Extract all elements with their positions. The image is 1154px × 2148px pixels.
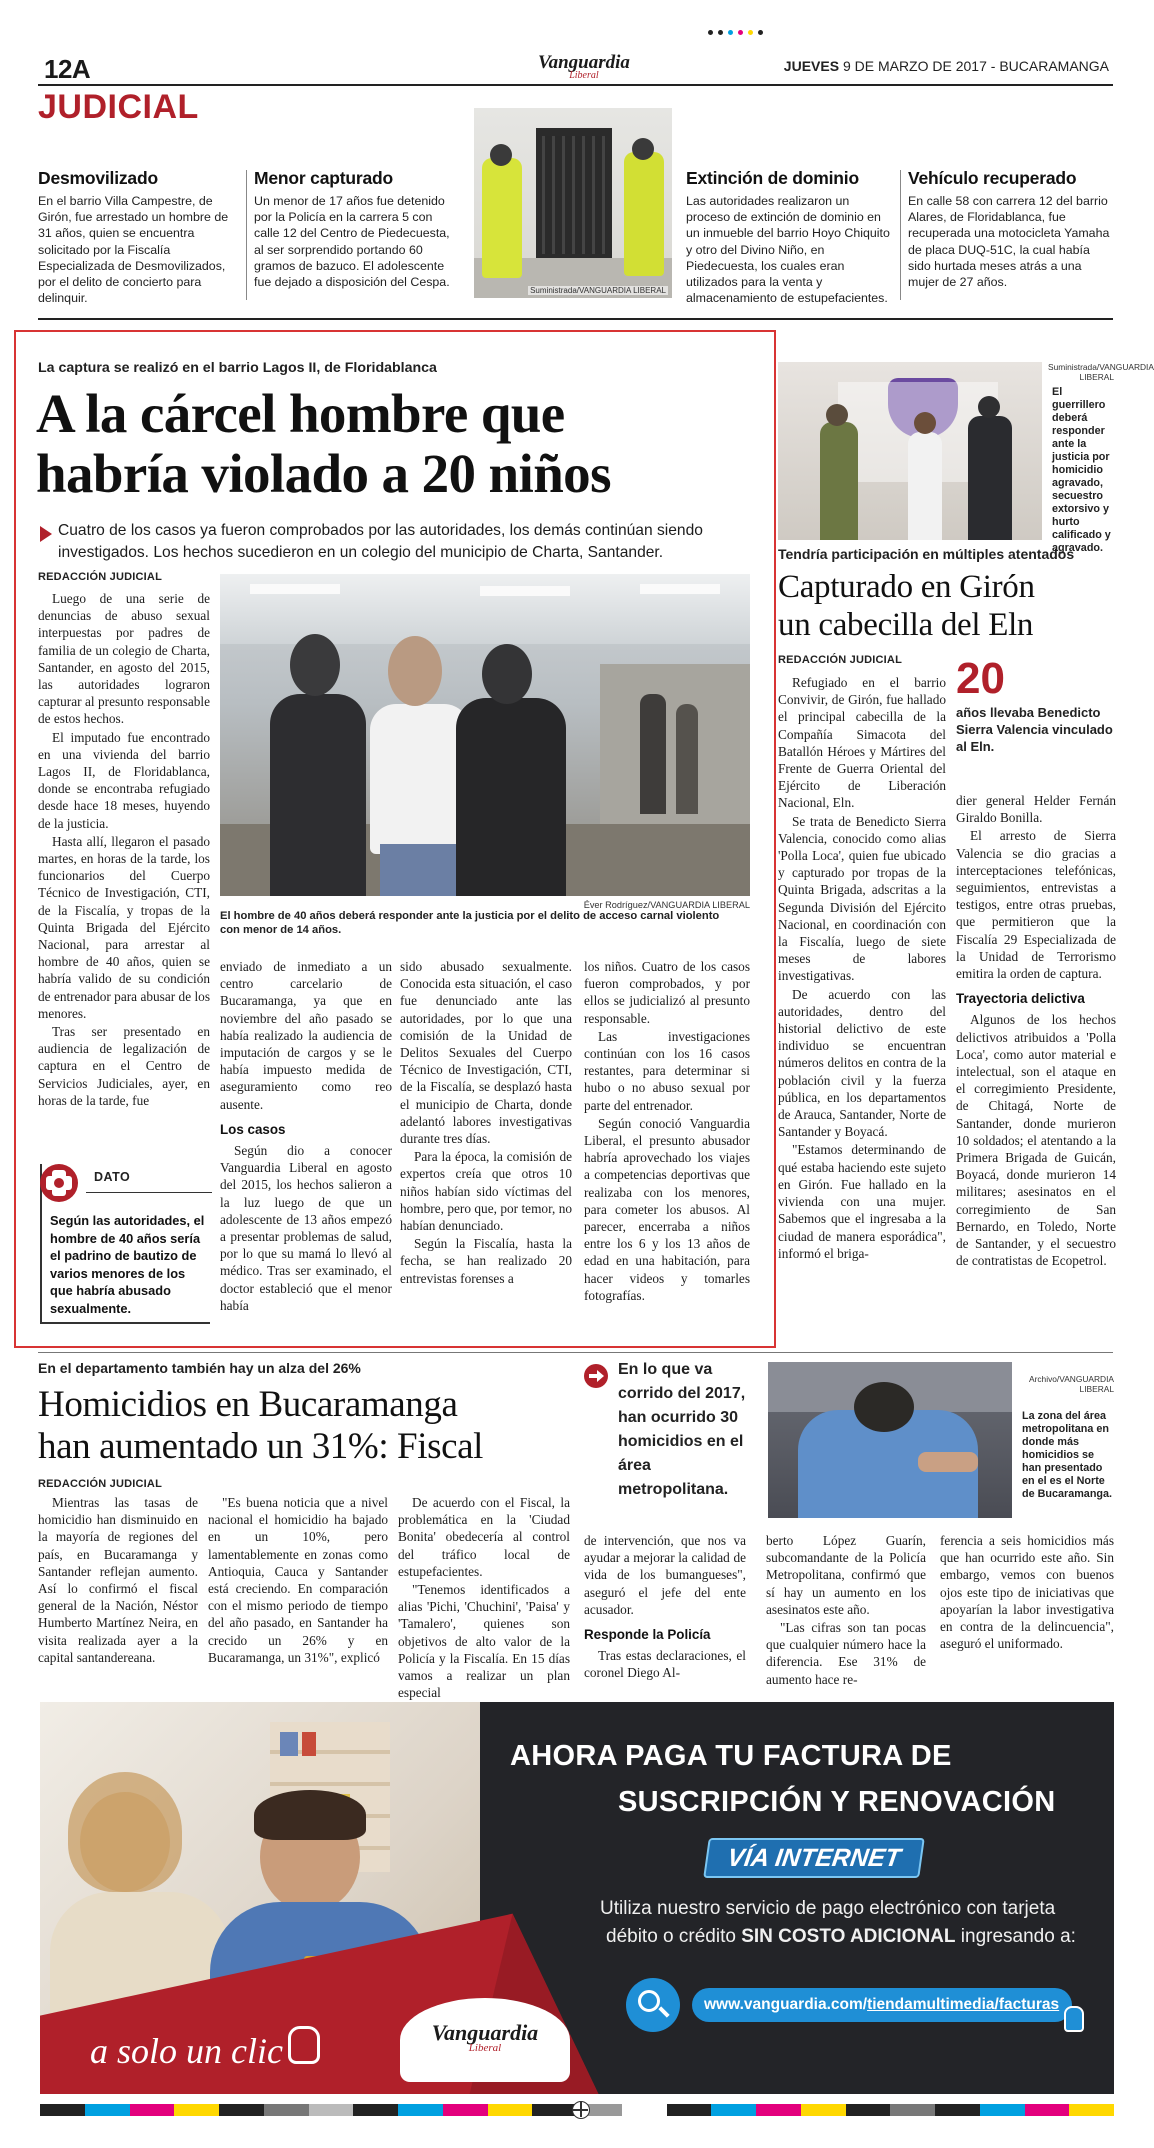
main-headline: A la cárcel hombre que habría violado a 20 niños xyxy=(36,383,611,504)
dato-icon xyxy=(40,1164,78,1202)
eln-kicker: Tendría participación en múltiples atentados xyxy=(778,546,1075,562)
brief-vehiculo-recuperado: Vehículo recuperado En calle 58 con carrera 12 del barrio Alares, de Floridablanca, fue recuperada una motocicleta Yamaha de placa DUQ-51C, la cual había sido hurtada meses atrás a una mujer de 27 años. xyxy=(908,168,1110,290)
homicidios-highlight: En lo que va corrido del 2017, han ocurrido 30 homicidios en el área metropolitana. xyxy=(618,1361,746,1498)
brief-photo xyxy=(474,108,672,298)
ad-line-2: SUSCRIPCIÓN Y RENOVACIÓN xyxy=(618,1786,1056,1818)
dato-label: DATO xyxy=(94,1170,131,1184)
homicidios-column-6: ferencia a seis homicidios más que han ocurrido este año. Sin embargo, vemos con buenos ojos este tipo de iniciativas que apoyarían la labor investigativa en contra de la delincuencia", aseguró el uniformado. xyxy=(940,1533,1114,1652)
homicidios-photo xyxy=(768,1362,1012,1518)
eln-byline: REDACCIÓN JUDICIAL xyxy=(778,654,902,666)
header-rule xyxy=(38,84,1113,86)
eln-stat xyxy=(956,656,1116,755)
homicidios-column-4: de intervención, que nos va ayudar a mejorar la calidad de vida de los bumangueses", aseguró el jefe del ente acusador. Responde la Policía Tras estas declaraciones, el coronel Diego Al- xyxy=(584,1533,746,1681)
main-photo-credit: Éver Rodríguez/VANGUARDIA LIBERAL xyxy=(583,900,750,910)
main-kicker: La captura se realizó en el barrio Lagos II, de Floridablanca xyxy=(38,360,437,376)
eln-photo-credit: Suministrada/VANGUARDIA LIBERAL xyxy=(1048,362,1154,382)
homicidios-photo-caption: La zona del área metropolitana en donde más homicidios se han presentado en el es el Norte de Bucaramanga. xyxy=(1022,1410,1113,1500)
brief-photo-credit: Suministrada/VANGUARDIA LIBERAL xyxy=(530,286,666,295)
main-summary: Cuatro de los casos ya fueron comprobados por las autoridades, los demás continúan siendo investigados. Los hechos sucedieron en un colegio del municipio de Charta, Santander. xyxy=(58,522,703,561)
page-header xyxy=(38,52,1113,86)
highlight-arrow-icon xyxy=(584,1364,608,1388)
main-photo-caption: El hombre de 40 años deberá responder ante la justicia por el delito de acceso carnal violento con menor de 14 años. xyxy=(220,910,720,936)
ad-body-2: débito o crédito SIN COSTO ADICIONAL ingresando a: xyxy=(606,1926,1076,1947)
top-registration-dots xyxy=(708,30,768,36)
ad-url-link[interactable]: www.vanguardia.com/tiendamultimedia/facturas xyxy=(692,1988,1072,2022)
eln-stat-text: años llevaba Benedicto Sierra Valencia vinculado al Eln. xyxy=(956,705,1113,754)
eln-column-2: dier general Helder Fernán Giraldo Bonilla. El arresto de Sierra Valencia se dio gracias a interceptaciones telefónicas, seguimientos, entrevistas a testigos, entre otras pruebas, que permitieron que la Fiscalía 29 Especializada de la Unidad de Terrorismo emitira la orden de captura. Trayectoria delictiva Algunos de los hechos delictivos atribuidos a 'Polla Loca', como autor material e intelectual, son el ataque en el corregimiento Presidente, de Chitagá, Norte de Santander, donde murieron 10 soldados; el atentando a la Primera Brigada de Guicán, Boyacá, donde murieron 14 militares; asesinatos en el corregimiento de San Bernardo, en Toledo, Norte de Santander, y el secuestro de contratistas de Ecopetrol. xyxy=(956,793,1116,1269)
homicidios-photo-credit: Archivo/VANGUARDIA LIBERAL xyxy=(1028,1374,1114,1394)
masthead-logo: Vanguardia Liberal xyxy=(538,52,630,81)
main-byline: REDACCIÓN JUDICIAL xyxy=(38,571,162,583)
eln-photo-caption: El guerrillero deberá responder ante la justicia por homicidio agravado, secuestro extorsivo y hurto calificado y agravado. xyxy=(1052,386,1111,554)
ad-body-1: Utiliza nuestro servicio de pago electrónico con tarjeta xyxy=(600,1898,1056,1919)
pointer-icon xyxy=(288,2026,320,2064)
casos-subhead: Los casos xyxy=(220,1121,286,1137)
dato-text: Según las autoridades, el hombre de 40 años sería el padrino de bautizo de varios menores de los que habría abusado sexualmente. xyxy=(50,1213,205,1316)
registration-mark-icon xyxy=(572,2101,590,2119)
mid-rule xyxy=(38,1352,1113,1353)
homicidios-kicker: En el departamento también hay un alza del 26% xyxy=(38,1360,361,1376)
homicidios-headline: Homicidios en Bucaramanga han aumentado un 31%: Fiscal xyxy=(38,1384,484,1467)
homicidios-column-2: "Es buena noticia que a nivel nacional el homicidio ha bajado en un 10%, pero lamentablemente en zonas como Antioquia, Cauca y Santander está creciendo. En comparación con el mismo periodo de tiempo del año pasado, en Santander ha crecido un 26% y en Bucaramanga, un 31%", explicó xyxy=(208,1495,388,1665)
main-column-4: los niños. Cuatro de los casos fueron comprobados, y por ellos se judicializó al presunto responsable. Las investigaciones continúan con los 16 casos restantes, para determinar si hubo o no abuso sexual por parte del entrenador. Según conoció Vanguardia Liberal, el presunto abusador habría aprovechado los viajes a competencias deportivas que realizaba con los menores, para cometer los abusos. Al parecer, encerraba a niños entre los 6 y los 13 años de edad en una habitación, para hacer videos y tomarles fotografías. xyxy=(584,959,750,1303)
qr-search-icon xyxy=(626,1978,680,2032)
brief-extincion-dominio: Extinción de dominio Las autoridades realizaron un proceso de extinción de dominio en un inmueble del barrio Hoyo Chiquito y otro del Divino Niño, en Piedecuesta, los cuales eran utilizados para la venta y almacenamiento de estupefacientes. xyxy=(686,168,890,306)
brief-menor-capturado: Menor capturado Un menor de 17 años fue detenido por la Policía en la carrera 5 con calle 12 del Centro de Piedecuesta, al ser sorprendido portando 60 gramos de bazuco. El adolescente fue dejado a disposición del Cespa. xyxy=(254,168,450,290)
homicidios-byline: REDACCIÓN JUDICIAL xyxy=(38,1478,162,1490)
dato-box xyxy=(40,1164,210,1324)
main-column-3: sido abusado sexualmente. Conocida esta situación, el caso fue denunciado ante las autoridades, por lo que una comisión de la Unidad de Delitos Sexuales del Cuerpo Técnico de Investigación, CTI, de la Fiscalía, se desplazó hasta el municipio de Charta, donde adelantó labores investigativas durante tres días. Para la época, la comisión de expertos creía que otros 10 niños habían sido víctimas del hombre, pero que, por temor, no habían denunciado. Según la Fiscalía, hasta la fecha, se han realizado 20 entrevistas forenses a xyxy=(400,959,572,1286)
summary-marker xyxy=(40,526,52,542)
ad-line-1: AHORA PAGA TU FACTURA DE xyxy=(510,1740,952,1772)
brief-desmovilizado: Desmovilizado En el barrio Villa Campestre, de Girón, fue arrestado un hombre de 31 años, quien se encuentra solicitado por la Fiscalía Especializada de Desmovilizados, por el delito de concierto para delinquir. xyxy=(38,168,229,306)
page-date: JUEVES 9 DE MARZO DE 2017 - BUCARAMANGA xyxy=(783,58,1109,74)
homicidios-column-5: berto López Guarín, subcomandante de la Policía Metropolitana, confirmó que sí hay un aumento en los asesinatos este año. "Las cifras son tan pocas que cualquier número hace la diferencia. Ese 31% de aumento hace re- xyxy=(766,1533,926,1687)
homicidios-column-1: Mientras las tasas de homicidio han disminuido en la mayoría de regiones del país, en Bucaramanga y Santander reflejan aumento. Así lo confirmó el fiscal general de la Nación, Néstor Humberto Martínez Neira, en visita realizada ayer a la capital santandereana. xyxy=(38,1495,198,1665)
main-column-1: Luego de una serie de denuncias de abuso sexual interpuestas por padres de familia de un colegio de Charta, Santander, en agosto del 2015, las autoridades lograron capturar al presunto responsable de estos hechos. El imputado fue encontrado en una vivienda del barrio Lagos II, de Floridablanca, donde se encontraba refugiado desde hace 18 meses, huyendo de la justicia. Hasta allí, llegaron el pasado martes, en horas de la tarde, los funcionarios del Cuerpo Técnico de Investigación, CTI, de la Fiscalía, y tropas de la Quinta Brigada del Ejército Nacional, para arrestar al hombre de 40 años, quien se habría valido de su condición de entrenador para abusar de los menores. Tras ser presentado en audiencia de legalización de captura en el Centro de Servicios Judiciales, ayer, en horas de la tarde, fue xyxy=(38,591,210,1108)
policia-subhead: Responde la Policía xyxy=(584,1627,711,1643)
cursor-hand-icon xyxy=(1064,2006,1084,2032)
eln-stat-number: 20 xyxy=(956,654,1005,703)
eln-column-1: Refugiado en el barrio Convivir, de Girón, fue hallado el principal cabecilla de la Compañía Simacota del Batallón Héroes y Mártires del Frente de Guerra Oriental del Ejército de Liberación Nacional, Eln. Se trata de Benedicto Sierra Valencia, conocido como alias 'Polla Loca', quien fue ubicado y capturado por tropas de la Quinta Brigada, adscritas a la Segunda División del Ejército Nacional, en coordinación con la Fiscalía, luego de siete meses de labores investigativas. De acuerdo con las autoridades, dentro del historial delictivo de este individuo se encuentran números delitos en contra de la población civil y la fuerza pública, en los departamentos de Arauca, Santander, Norte de Santander y Boyacá. "Estamos determinando de qué estaba haciendo este sujeto en Girón. Fue hallado en la vivienda con una mujer. Sabemos que el ingresaba a la ciudad de manera esporádica", informó el briga- xyxy=(778,675,946,1261)
trayectoria-subhead: Trayectoria delictiva xyxy=(956,991,1085,1007)
eln-headline: Capturado en Girón un cabecilla del Eln xyxy=(778,569,1035,643)
section-title: JUDICIAL xyxy=(38,88,199,126)
main-photo xyxy=(220,574,750,896)
subscription-ad[interactable] xyxy=(40,1702,1114,2094)
ad-slogan: a solo un clic xyxy=(90,2031,283,2071)
briefs-bottom-rule xyxy=(38,318,1113,320)
eln-photo xyxy=(778,362,1042,540)
main-column-2: enviado de inmediato a un centro carcelario de Bucaramanga, ya que en noviembre del año pasado se había realizado la audiencia de imputación de cargos y se le había impuesto medida de aseguramiento como reo ausente. Los casos Según dio a conocer Vanguardia Liberal en agosto del 2015, los hechos salieron a la luz luego de que un adolescente de 13 años empezó a presentar problemas de salud, por lo que su mamá lo llevó al médico. Tras ser examinado, el doctor estableció que el menor había xyxy=(220,959,392,1313)
homicidios-column-3: De acuerdo con el Fiscal, la problemática en la 'Ciudad Bonita' obedecería al control del tráfico local de estupefacientes. "Tenemos identificados a alias 'Pichi, 'Chuchini', 'Paisa' y 'Tamalero', quienes son objetivos de alto valor de la Policía y la Fiscalía. En 15 días vamos a realizar un plan especial xyxy=(398,1495,570,1701)
page-number: 12A xyxy=(44,54,91,84)
ad-logo: Vanguardia Liberal xyxy=(400,1998,570,2082)
ad-badge: VÍA INTERNET xyxy=(703,1838,925,1878)
